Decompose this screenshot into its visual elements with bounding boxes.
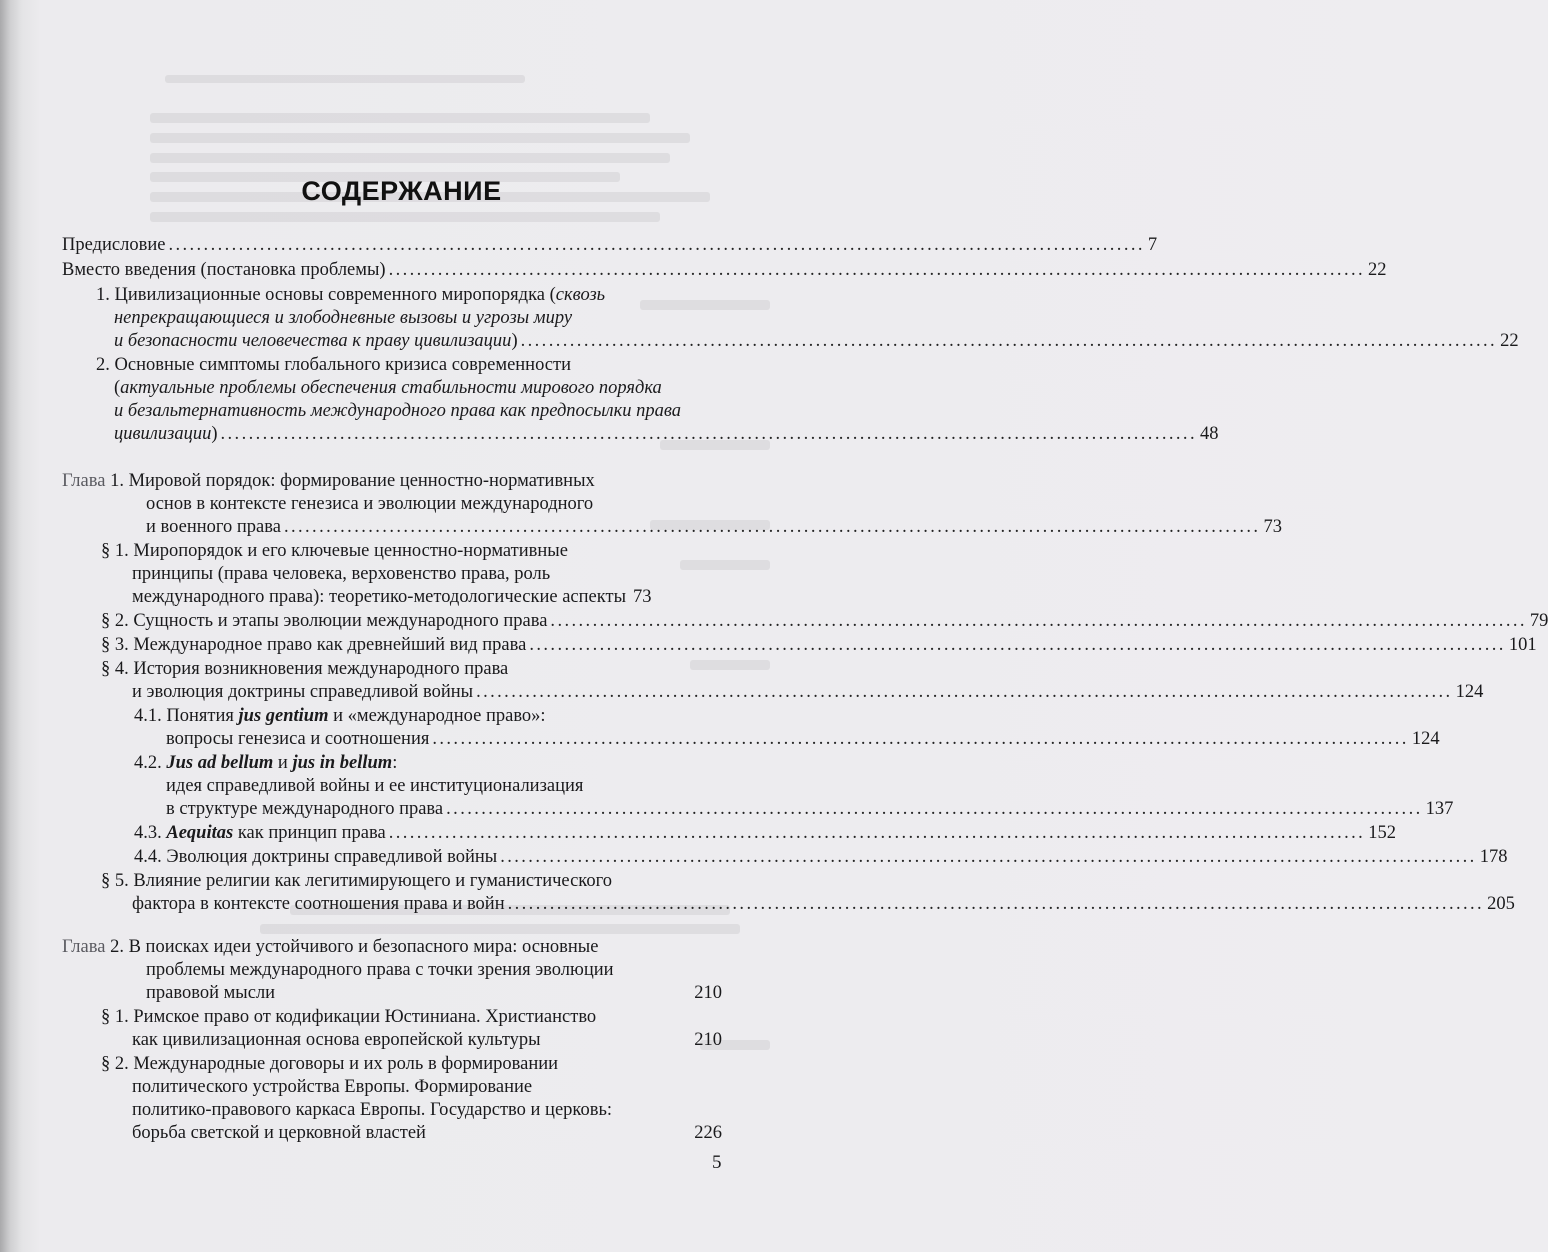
leader-dots: ........................................................................................................................................... xyxy=(220,424,1197,444)
toc-subentry-line xyxy=(146,958,722,983)
toc-entry-text: § 2. Международные договоры и их роль в формировании xyxy=(101,1054,559,1074)
toc-entry-preface xyxy=(62,233,1158,258)
toc-entry-intro xyxy=(62,258,1387,283)
leader-dots: ........................................................................................................................................... xyxy=(550,611,1527,631)
leader-dots: ........................................................................................................................................... xyxy=(529,635,1506,655)
toc-entry-text-italic: и безопасности человечества к праву цивилизации xyxy=(114,331,512,351)
toc-entry-text: политического устройства Европы. Формирование xyxy=(132,1077,533,1097)
toc-section-2-2 xyxy=(101,1052,722,1077)
toc-entry-text: правовой мысли xyxy=(146,983,276,1003)
chapter-label: Глава xyxy=(62,471,106,491)
toc-subentry-line xyxy=(114,399,722,424)
toc-entry-text: ) xyxy=(211,424,218,444)
leader-dots: ........................................................................................................................................... xyxy=(388,260,1366,280)
toc-page-number: 73 xyxy=(633,587,652,607)
toc-page-number: 48 xyxy=(1199,424,1219,444)
toc-subentry-line xyxy=(146,515,1282,540)
toc-entry-text: : xyxy=(392,753,398,773)
toc-entry-text: 1. Цивилизационные основы современного миропорядка ( xyxy=(96,285,556,305)
toc-subentry-line xyxy=(132,1121,722,1146)
toc-entry-text: борьба светской и церковной властей xyxy=(132,1123,426,1143)
toc-entry-text: идея справедливой войны и ее институционализация xyxy=(166,776,584,796)
toc-entry-text: ( xyxy=(114,378,121,398)
toc-page-number: 152 xyxy=(1368,823,1396,843)
toc-page-number: 101 xyxy=(1508,635,1537,655)
toc-entry-text: основ в контексте генезиса и эволюции международного xyxy=(146,494,594,514)
toc-entry-text: § 3. Международное право как древнейший вид права xyxy=(101,635,527,655)
toc-subsection-4-1 xyxy=(134,704,722,729)
toc-entry-text: 4.1. Понятия xyxy=(134,706,239,726)
toc-entry-text: § 1. Римское право от кодификации Юстиниана. Христианство xyxy=(101,1007,597,1027)
toc-section-1-1 xyxy=(101,539,722,564)
toc-entry-text: политико-правового каркаса Европы. Государство и церковь: xyxy=(132,1100,613,1120)
toc-entry-text: 2. Основные симптомы глобального кризиса современности xyxy=(96,355,571,375)
toc-entry-text: как цивилизационная основа европейской культуры xyxy=(132,1030,541,1050)
toc-subentry-line xyxy=(166,797,1454,822)
toc-subentry-line xyxy=(132,680,1484,705)
toc-page-number: 22 xyxy=(1368,260,1387,280)
leader-dots: ........................................................................................................................................... xyxy=(283,517,1261,537)
toc-entry-text: 2. В поисках идеи устойчивого и безопасного мира: основные xyxy=(105,937,599,957)
toc-entry-text: и эволюция доктрины справедливой войны xyxy=(132,682,474,702)
toc-page-number: 205 xyxy=(1487,894,1515,914)
toc-entry-text-italic: актуальные проблемы обеспечения стабильности мирового порядка xyxy=(120,378,662,398)
toc-page-number: 124 xyxy=(1411,729,1440,749)
toc-entry-text: и военного права xyxy=(146,517,281,537)
toc-page-number: 79 xyxy=(1529,611,1548,631)
toc-subentry-line xyxy=(132,585,692,610)
toc-chapter-1 xyxy=(62,469,722,494)
toc-entry-text: § 1. Миропорядок и его ключевые ценностно-нормативные xyxy=(101,541,568,561)
toc-entry-text: фактора в контексте соотношения права и войн xyxy=(132,894,505,914)
toc-page-number: 7 xyxy=(1147,235,1158,255)
leader-dots: ........................................................................................................................................... xyxy=(520,331,1498,351)
toc-entry-text-italic: цивилизации xyxy=(114,424,212,444)
toc-page-number: 210 xyxy=(694,1030,722,1050)
leader-dots: ........................................................................................................................................... xyxy=(168,235,1145,255)
toc-subentry-line xyxy=(146,492,722,517)
toc-section-1-2 xyxy=(101,609,1548,634)
toc-entry-text-italic: и безальтернативность международного права как предпосылки права xyxy=(114,401,682,421)
toc-entry-text: Предисловие xyxy=(62,235,166,255)
toc-subentry-line xyxy=(132,1028,722,1053)
toc-subentry-line xyxy=(96,353,722,378)
toc-entry-text: в структуре международного права xyxy=(166,799,444,819)
page-title: СОДЕРЖАНИЕ xyxy=(301,176,502,206)
toc-subentry-line xyxy=(114,329,1519,354)
toc-subentry-line xyxy=(114,376,722,401)
chapter-label: Глава xyxy=(62,937,106,957)
toc-page-number: 124 xyxy=(1455,682,1484,702)
toc-subentry-line xyxy=(114,422,1219,447)
toc-subsection-4-2 xyxy=(134,751,722,776)
toc-page-number: 22 xyxy=(1500,331,1519,351)
toc-entry-text-bold-italic: jus gentium xyxy=(238,706,329,726)
toc-entry-text: Вместо введения (постановка проблемы) xyxy=(62,260,386,280)
toc-subentry-line xyxy=(132,892,1515,917)
toc-entry-text: принципы (права человека, верховенство права, роль xyxy=(132,564,551,584)
toc-page-number: 178 xyxy=(1479,847,1508,867)
toc-entry-text-italic: сквозь xyxy=(555,285,606,305)
toc-subentry-line xyxy=(166,727,1440,752)
toc-entry-text: § 2. Сущность и этапы эволюции международного права xyxy=(101,611,548,631)
toc-subentry-line xyxy=(146,981,722,1006)
toc-subentry-line xyxy=(132,1098,722,1123)
toc-entry-text: 1. Мировой порядок: формирование ценностно-нормативных xyxy=(105,471,595,491)
toc-page-number: 210 xyxy=(694,983,722,1003)
toc-subentry-line xyxy=(166,774,722,799)
toc-entry-text: 4.2. xyxy=(134,753,167,773)
toc-entry-text-bold-italic: Jus ad bellum xyxy=(166,753,274,773)
toc-section-1-5 xyxy=(101,869,722,894)
toc-entry-text-bold-italic: Aequitas xyxy=(166,823,234,843)
toc-subentry-line xyxy=(96,283,722,308)
toc-subentry-line xyxy=(114,306,722,331)
toc-entry-text: международного права): теоретико-методологические аспекты xyxy=(132,587,627,607)
leader-dots: ........................................................................................................................................... xyxy=(500,847,1477,867)
toc-page-number: 226 xyxy=(694,1123,722,1143)
page-number: 5 xyxy=(712,1152,722,1173)
toc-entry-text: и «международное право»: xyxy=(328,706,546,726)
leader-dots: ........................................................................................................................................... xyxy=(507,894,1485,914)
toc-entry-text: 4.4. Эволюция доктрины справедливой войны xyxy=(134,847,498,867)
toc-entry-text: как принцип права xyxy=(233,823,386,843)
toc-entry-text: § 4. История возникновения международного права xyxy=(101,659,509,679)
leader-dots: ........................................................................................................................................... xyxy=(388,823,1366,843)
leader-dots: ........................................................................................................................................... xyxy=(446,799,1423,819)
toc-entry-text: § 5. Влияние религии как легитимирующего и гуманистического xyxy=(101,871,612,891)
toc-section-2-1 xyxy=(101,1005,722,1030)
toc-section-1-4 xyxy=(101,657,722,682)
toc-page-number: 73 xyxy=(1263,517,1282,537)
toc-subentry-line xyxy=(132,1075,722,1100)
leader-dots: ........................................................................................................................................... xyxy=(476,682,1453,702)
toc-entry-text: и xyxy=(273,753,293,773)
toc-subsection-4-3 xyxy=(134,821,1396,846)
leader-dots: ........................................................................................................................................... xyxy=(432,729,1409,749)
toc-entry-text-italic: непрекращающиеся и злободневные вызовы и угрозы миру xyxy=(114,308,573,328)
toc-entry-text: вопросы генезиса и соотношения xyxy=(166,729,430,749)
toc-entry-text-bold-italic: jus in bellum xyxy=(292,753,393,773)
toc-chapter-2 xyxy=(62,935,722,960)
toc-section-1-3 xyxy=(101,633,1537,658)
toc-entry-text: проблемы международного права с точки зрения эволюции xyxy=(146,960,614,980)
toc-entry-text: 4.3. xyxy=(134,823,167,843)
toc-subsection-4-4 xyxy=(134,845,1508,870)
toc-page-number: 137 xyxy=(1425,799,1454,819)
toc-entry-text: ) xyxy=(511,331,518,351)
toc-subentry-line xyxy=(132,562,722,587)
